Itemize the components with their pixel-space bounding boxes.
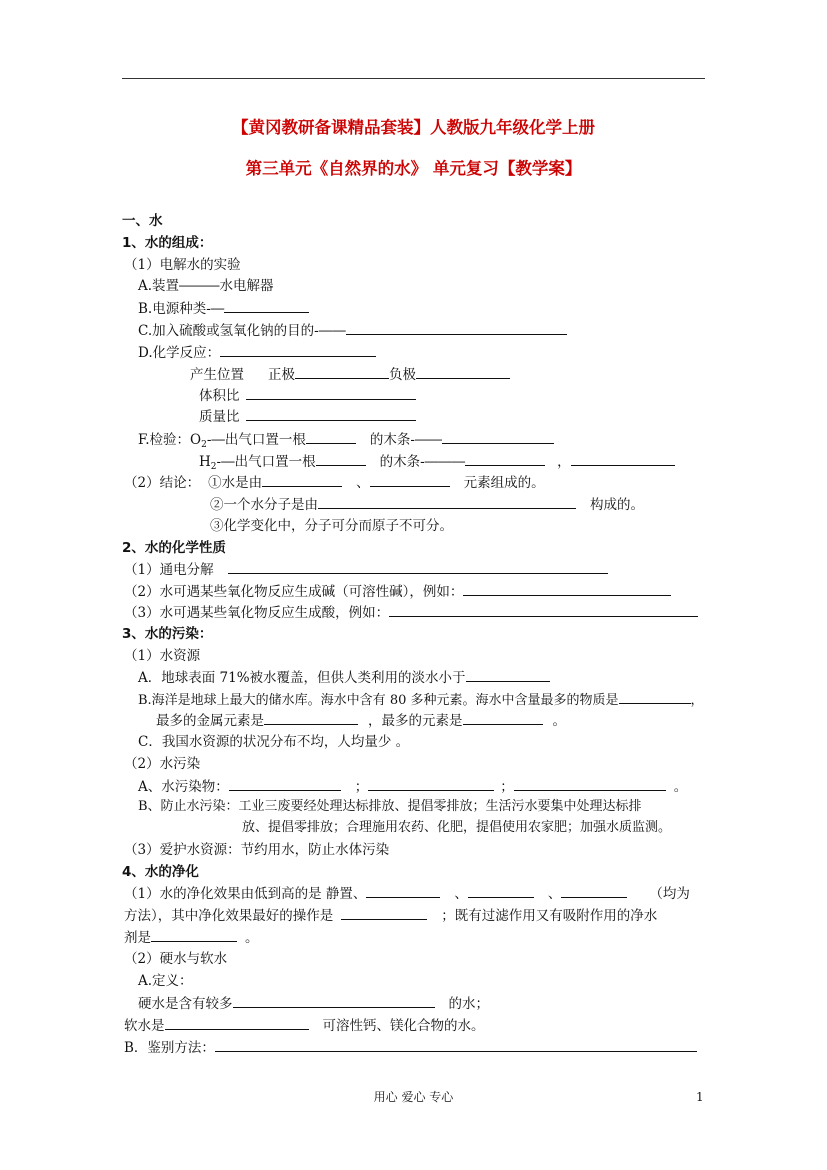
item-line: C．我国水资源的状况分布不均，人均量少 。 [138, 734, 410, 750]
item-text: ②一个水分子是由 [210, 497, 318, 513]
item-line [124, 1015, 485, 1035]
subsection-heading: 1、水的组成： [122, 235, 213, 251]
item-text: 。 [673, 779, 688, 795]
subscript: 2 [210, 462, 217, 472]
blank[interactable] [514, 776, 666, 791]
item-text: 质量比 [199, 409, 240, 425]
item-line [124, 927, 259, 947]
item-text: C.加入硫酸或氢氧化钠的目的-―― [138, 323, 346, 339]
blank[interactable] [561, 883, 627, 898]
item-text: （1）通电分解 [124, 562, 214, 578]
item-line: （2）硬水与软水 [124, 951, 228, 967]
item-text: 方法），其中净化效果最好的操作是 [124, 908, 334, 924]
item-line [210, 494, 644, 514]
blank[interactable] [468, 883, 534, 898]
item-text: 负极 [389, 367, 416, 383]
item-line [124, 883, 690, 903]
item-text: （2）水可遇某些氧化物反应生成碱（可溶性碱），例如： [124, 584, 464, 600]
item-line: （2）水污染 [124, 756, 201, 772]
item-line [138, 689, 704, 709]
item-text: 软水是 [124, 1018, 165, 1034]
item-line [199, 451, 675, 471]
item-line: 放、提倡零排放；合理施用农药、化肥，提倡使用农家肥；加强水质监测。 [242, 820, 672, 835]
item-line [138, 776, 687, 796]
blank[interactable] [165, 1015, 309, 1030]
item-text: ； [354, 779, 369, 795]
item-text: 产生位置 [190, 367, 244, 383]
item-text: （2）结论： [124, 475, 201, 491]
item-text: -―出气口置一根 [216, 454, 316, 470]
item-text: 。 [552, 713, 566, 729]
blank[interactable] [224, 298, 309, 313]
item-text: ，最多的元素是 [368, 713, 463, 729]
item-text: 、 [547, 886, 562, 902]
item-text: ， [690, 693, 704, 708]
item-text: （均为 [649, 886, 690, 902]
item-line [138, 342, 376, 362]
item-text: -―出气口置一根 [206, 432, 306, 448]
item-line [124, 581, 671, 601]
blank[interactable] [264, 710, 358, 725]
item-line: （1）水资源 [124, 648, 201, 664]
item-text: A．地球表面 71%被水覆盖，但供人类利用的淡水小于 [138, 670, 466, 686]
blank[interactable] [228, 559, 608, 574]
item-line [156, 710, 566, 730]
item-text: （1）水的净化效果由低到高的是 静置、 [124, 886, 367, 902]
item-text: ；既有过滤作用又有吸附作用的净水 [441, 908, 658, 924]
page-number: 1 [696, 1090, 704, 1104]
item-text: H [199, 454, 211, 470]
blank[interactable] [215, 1037, 697, 1052]
item-text: B.海洋是地球上最大的储水库。海水中含有 80 多种元素。海水中含量最多的物质是 [138, 693, 619, 708]
item-line: B、防止水污染：工业三废要经处理达标排放、提倡零排放；生活污水要集中处理达标排 [138, 799, 642, 814]
item-line [138, 993, 489, 1013]
item-text: 的水； [448, 996, 489, 1012]
item-text: 体积比 [199, 388, 240, 404]
blank[interactable] [463, 710, 543, 725]
blank[interactable] [341, 905, 427, 920]
blank[interactable] [318, 494, 576, 509]
item-text: F.检验：O [138, 432, 202, 448]
blank[interactable] [366, 883, 440, 898]
item-line [138, 667, 550, 687]
item-text: 、 [454, 886, 468, 902]
blank[interactable] [571, 451, 675, 466]
item-text: 的木条-――― [379, 454, 466, 470]
item-text: 可溶性钙、镁化合物的水。 [322, 1018, 485, 1034]
blank[interactable] [466, 667, 550, 682]
item-line [199, 385, 416, 405]
item-line [124, 559, 608, 579]
item-text: A、水污染物： [138, 779, 229, 795]
blank[interactable] [619, 689, 691, 704]
item-text: 元素组成的。 [463, 475, 545, 491]
item-line [138, 298, 309, 318]
header-rule [122, 78, 705, 79]
blank[interactable] [465, 451, 545, 466]
item-line [124, 602, 698, 622]
item-line: ③化学变化中，分子可分而原子不可分。 [210, 518, 453, 534]
blank[interactable] [316, 451, 366, 466]
subsection-heading: 4、水的净化 [122, 864, 199, 880]
item-line [199, 406, 416, 426]
blank[interactable] [370, 472, 450, 487]
item-line [124, 1037, 697, 1057]
blank[interactable] [151, 927, 237, 942]
item-text: 。 [245, 930, 259, 946]
blank[interactable] [463, 581, 671, 596]
blank[interactable] [262, 472, 342, 487]
item-text: 正极 [268, 367, 295, 383]
blank[interactable] [220, 342, 376, 357]
item-text: B.电源种类-― [138, 301, 225, 317]
subsection-heading: 3、水的污染： [122, 626, 213, 642]
doc-subtitle: 第三单元《自然界的水》 单元复习【教学案】 [245, 159, 582, 178]
item-text: 构成的。 [590, 497, 644, 513]
blank[interactable] [229, 776, 341, 791]
item-line: （3）爱护水资源：节约用水，防止水体污染 [124, 842, 390, 858]
item-text: B．鉴别方法： [124, 1040, 215, 1056]
blank[interactable] [295, 364, 389, 379]
section-heading: 一、水 [122, 213, 163, 229]
blank[interactable] [233, 993, 435, 1008]
blank[interactable] [346, 320, 567, 335]
blank[interactable] [306, 429, 356, 444]
item-text: D.化学反应： [138, 345, 221, 361]
doc-title: 【黄冈教研备课精品套装】人教版九年级化学上册 [232, 118, 595, 137]
blank[interactable] [246, 406, 416, 421]
item-text: 剂是 [124, 930, 151, 946]
item-text: ， [557, 454, 571, 470]
subscript: 2 [201, 440, 207, 450]
item-text: 最多的金属元素是 [156, 713, 264, 729]
item-line [138, 429, 554, 449]
item-text: 的木条-―― [369, 432, 442, 448]
item-line: （1）电解水的实验 [124, 257, 241, 273]
item-line [190, 364, 510, 384]
subsection-heading: 2、水的化学性质 [122, 540, 226, 556]
item-line: A.定义： [138, 973, 193, 989]
item-text: ①水是由 [208, 475, 263, 491]
item-text: （3）水可遇某些氧化物反应生成酸，例如： [124, 605, 390, 621]
blank[interactable] [416, 364, 510, 379]
item-text: 硬水是含有较多 [138, 996, 233, 1012]
item-text: 、 [356, 475, 370, 491]
blank[interactable] [246, 385, 416, 400]
blank[interactable] [368, 776, 494, 791]
item-text: ； [500, 779, 514, 795]
blank[interactable] [389, 602, 698, 617]
item-line [124, 472, 545, 492]
item-line: A.装置―――水电解器 [138, 278, 274, 294]
page-footer: 用心 爱心 专心 [373, 1090, 454, 1104]
item-line [124, 905, 657, 925]
blank[interactable] [442, 429, 554, 444]
item-line [138, 320, 567, 340]
